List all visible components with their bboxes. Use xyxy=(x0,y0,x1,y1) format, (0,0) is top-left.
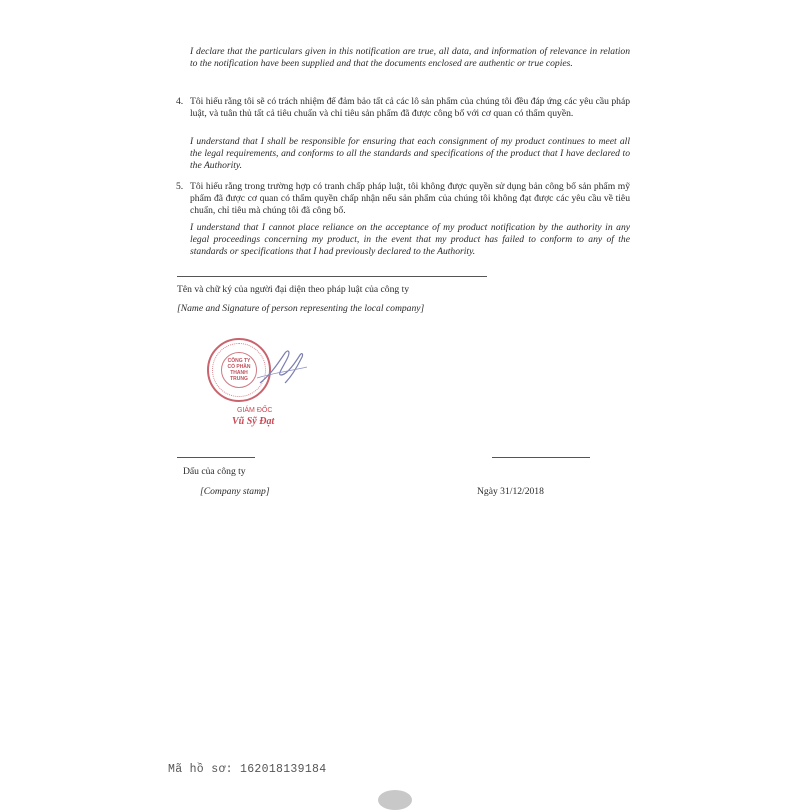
date: Ngày 31/12/2018 xyxy=(477,486,544,497)
signer-title: GIÁM ĐỐC xyxy=(237,407,273,414)
signature-label-en: [Name and Signature of person representing the local company] xyxy=(177,303,425,314)
stamp-line-2: CỔ PHẦN xyxy=(227,364,251,370)
item-5-number: 5. xyxy=(176,181,184,192)
file-code: Mã hồ sơ: 162018139184 xyxy=(168,763,327,776)
handwritten-signature-icon xyxy=(255,345,310,390)
item-4-vi: Tôi hiểu rằng tôi sẽ có trách nhiệm để đảm bảo tất cả các lô sản phẩm của chúng tôi đều đáp ứng các yêu cầu pháp luật, và tuân thủ tất cả tiêu chuẩn và chỉ tiêu sản phẩm đã được công bố với cơ quan có thẩm quyền. xyxy=(190,96,630,119)
stamp-rule xyxy=(177,457,255,458)
item-4-number: 4. xyxy=(176,96,184,107)
page-artifact xyxy=(378,790,412,810)
item-5-en: I understand that I cannot place reliance on the acceptance of my product notification by the authority in any legal proceedings concerning my product, in the event that my product has failed to conform to any of the standards or specifications that I had previously declared to the Authority. xyxy=(190,222,630,257)
signer-name: Vũ Sỹ Đạt xyxy=(232,416,275,427)
stamp-line-3: THANH TRUNG xyxy=(230,370,248,382)
stamp-label-vi: Dấu của công ty xyxy=(183,466,246,477)
signature-label-vi: Tên và chữ ký của người đại diện theo pháp luật của công ty xyxy=(177,284,410,295)
stamp-center xyxy=(221,352,257,388)
item-5-vi: Tôi hiểu rằng trong trường hợp có tranh chấp pháp luật, tôi không được quyền sử dụng bản công bố sản phẩm mỹ phẩm đã được cơ quan có thẩm quyền chấp nhận nếu sản phẩm của chúng tôi không đạt được các yêu cầu về tiêu chuẩn, chỉ tiêu mà chúng tôi đã công bố. xyxy=(190,181,630,216)
item-4-en: I understand that I shall be responsible for ensuring that each consignment of my product continues to meet all the legal requirements, and conforms to all the standards and specifications of the product that I have declared to the Authority. xyxy=(190,136,630,171)
stamp-line-1: CÔNG TY xyxy=(227,358,251,364)
stamp-label-en: [Company stamp] xyxy=(200,486,270,497)
signature-rule xyxy=(177,276,487,277)
date-rule xyxy=(492,457,590,458)
declaration-en: I declare that the particulars given in this notification are true, all data, and information of relevance in relation to the notification have been supplied and that the documents enclosed are authentic or true copies. xyxy=(190,46,630,69)
